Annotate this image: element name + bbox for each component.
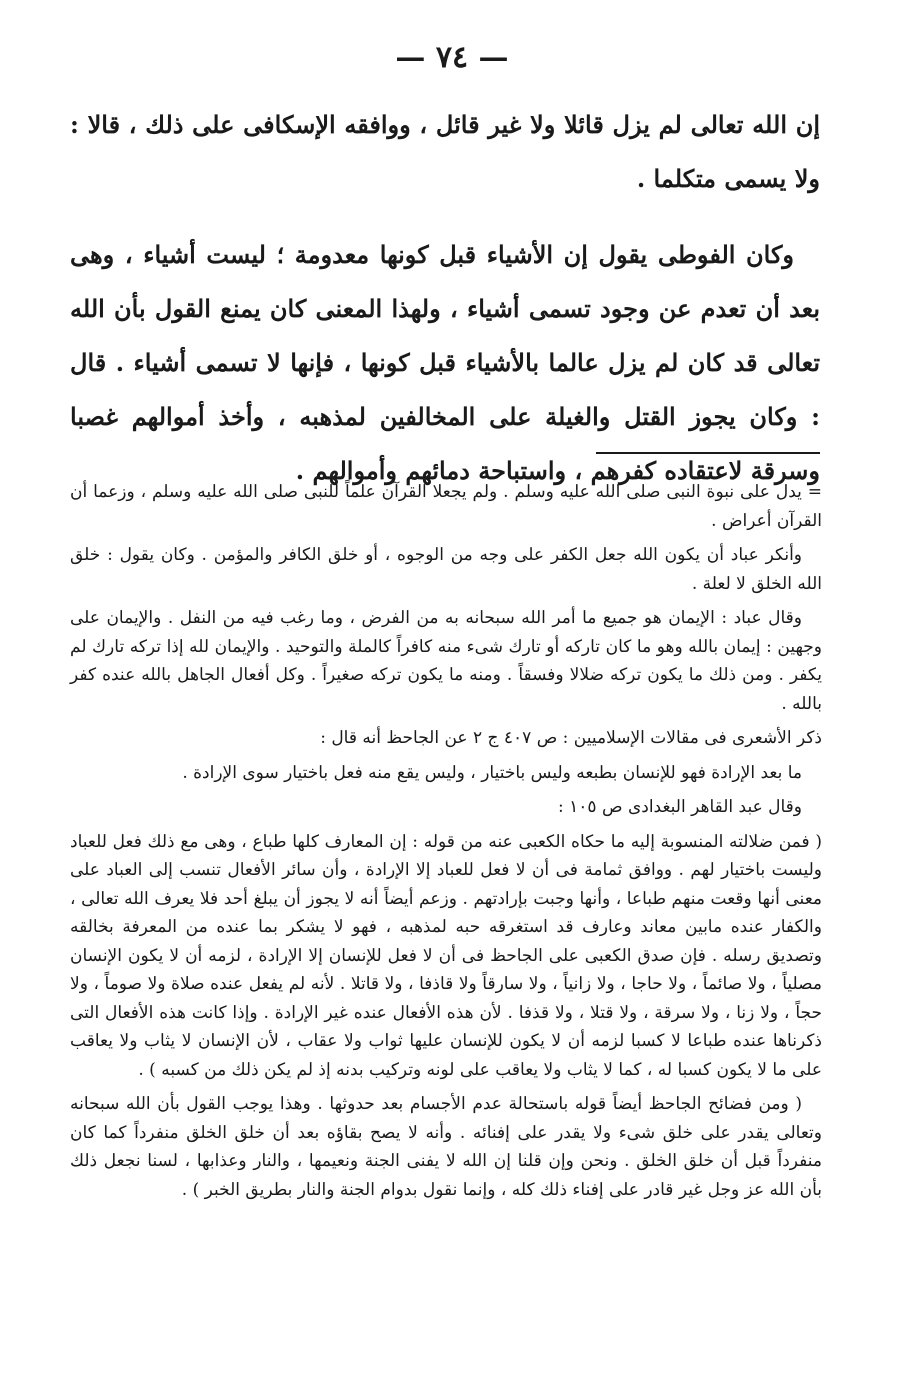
main-text [70,98,820,498]
footnote-paragraph-2: وأنكر عباد أن يكون الله جعل الكفر على وجه من الوجوه ، أو خلق الكافر والمؤمن . وكان يقول : خلق الله الخلق لا لعلة . [70,545,822,594]
footnote-paragraph-4: ذكر الأشعرى فى مقالات الإسلاميين : ص ٤٠٧ ج ٢ عن الجاحظ أنه قال : [320,728,822,748]
page-number: — ٧٤ — [395,40,509,75]
footnote-divider [596,452,820,454]
footnote-paragraph-5: ما بعد الإرادة فهو للإنسان بطبعه وليس باختيار ، وليس يقع منه فعل باختيار سوى الإرادة . [182,762,802,783]
main-paragraph-2: وكان الفوطى يقول إن الأشياء قبل كونها معدومة ؛ ليست أشياء ، وهى بعد أن تعدم عن وجود تسمى أشياء ، ولهذا المعنى كان يمنع القول بأن الله تعالى قد كان لم يزل عالما بالأشياء قبل كونها ، فإنها لا تسمى أشياء . قال : وكان يجوز القتل والغيلة على المخالفين لمذهبه ، وأخذ أموالهم غصبا وسرقة لاعتقاده كفرهم ، واستباحة دمائهم وأموالهم . [70,240,821,485]
main-paragraph-1: إن الله تعالى لم يزل قائلا ولا غير قائل ، ووافقه الإسكافى على ذلك ، قالا : ولا يسمى متكلما . [70,110,820,193]
footnote-paragraph-1: = يدل على نبوة النبى صلى الله عليه وسلم . ولم يجعلا القرآن علماً للنبى صلى الله عليه وسلم ، وزعما أن القرآن أعراض . [70,482,822,531]
footnote-paragraph-3: وقال عباد : الإيمان هو جميع ما أمر الله سبحانه به من الفرض ، وما رغب فيه من النفل . والإيمان على وجهين : إيمان بالله وهو ما كان تاركه أو تارك شىء منه كافراً كالملة والتوحيد . والإيمان لله إذا تركه تارك لم يكفر . ومن ذلك ما يكون تركه ضلالا وفسقاً . ومنه ما يكون تركه صغيراً . وكل أفعال الجاهل بالله عنده كفر بالله . [70,608,822,714]
footnotes [70,478,822,1210]
footnote-paragraph-6: وقال عبد القاهر البغدادى ص ١٠٥ : [558,797,802,817]
footnote-paragraph-7: ( فمن ضلالته المنسوبة إليه ما حكاه الكعبى عنه من قوله : إن المعارف كلها طباع ، وهى مع ذلك فعل للعباد وليست باختيار لهم . ووافق ثمامة فى أن لا فعل للعباد إلا الإرادة ، وأن سائر الأفعال تنسب إلى العباد على معنى أنها وقعت منهم طباعا ، وأنها وجبت بإرادتهم . وزعم أيضاً أنه لا يجوز أن يبلغ أحد فلا يعرف الله تعالى ، والكفار عنده مابين معاند وعارف قد استغرقه حبه لمذهبه ، فهو لا يشكر بما عنده من المعرفة بخالقه وتصديق رسله . فإن صدق الكعبى على الجاحظ فى أن لا فعل للإنسان إلا الإرادة ، لزمه أن لا يكون الإنسان مصلياً ، ولا صائماً ، ولا حاجا ، ولا زانياً ، ولا سارقاً ولا قاذفا ، ولا قاتلا . لأنه لم يفعل عنده صلاة ولا صوماً ، ولا حجاً ، ولا زنا ، ولا سرقة ، ولا قتلا ، ولا قذفا . لأن هذه الأفعال عنده غير الإرادة . وإذا كانت هذه الأفعال التى ذكرناها عنده طباعا لا كسبا لزمه أن لا يكون للإنسان عليها ثواب ولا عقاب ، لأن الإنسان لا يثاب ولا يعاقب على ما لا يكون كسبا له ، كما لا يثاب ولا يعاقب على لونه وتركيب بدنه إذ لم يكن ذلك من كسبه ) . [70,831,823,1080]
footnote-paragraph-8: ( ومن فضائح الجاحظ أيضاً قوله باستحالة عدم الأجسام بعد حدوثها . وهذا يوجب القول بأن الله سبحانه وتعالى يقدر على خلق شىء ولا يقدر على إفنائه . وأنه لا يصح بقاؤه بعد أن خلق الخلق منفرداً كما كان منفرداً قبل أن خلق الخلق . ونحن وإن قلنا إن الله لا يفنى الجنة ونعيمها ، والنار وعذابها ، لسنا نجعل ذلك بأن الله عز وجل غير قادر على إفناء ذلك كله ، وإنما نقول بدوام الجنة والنار بطريق الخبر ) . [70,1094,822,1200]
